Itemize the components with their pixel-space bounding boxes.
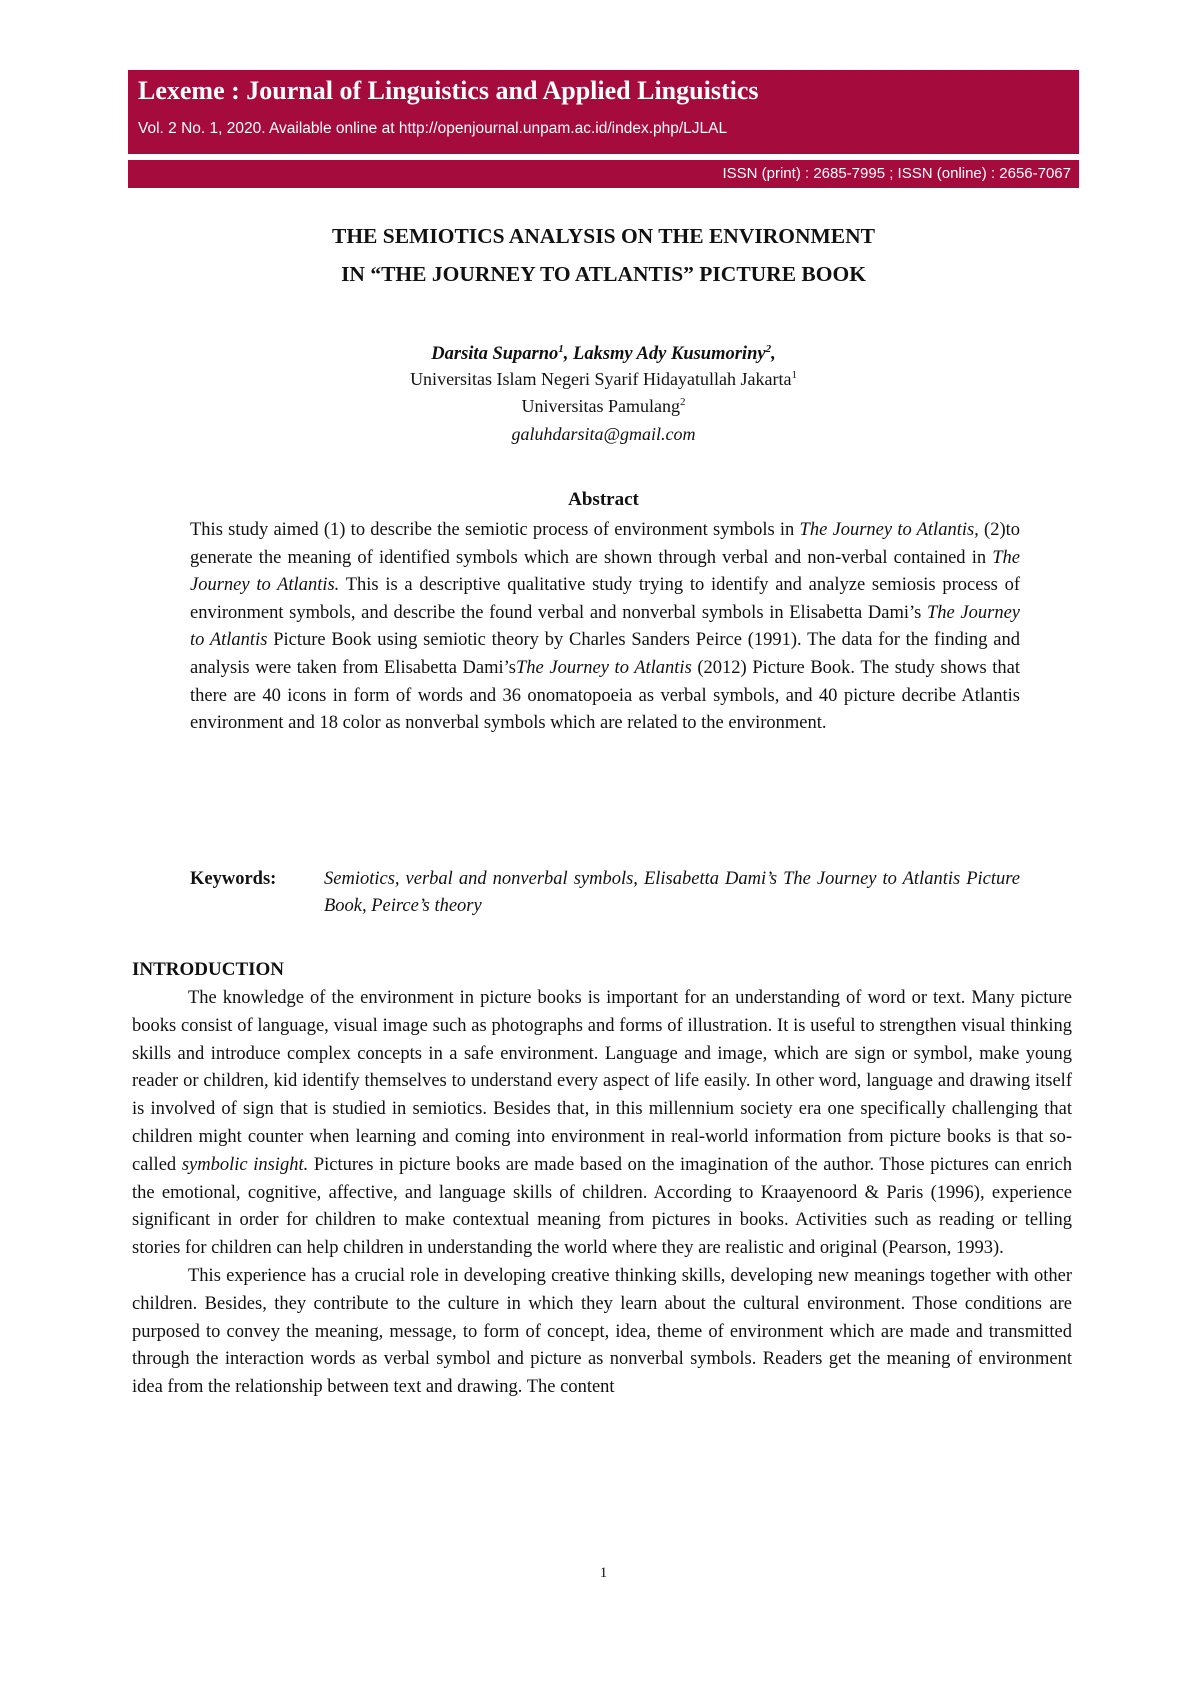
introduction-heading: INTRODUCTION — [132, 959, 285, 980]
introduction-paragraph-2: This experience has a crucial role in developing creative thinking skills, developing new meanings together with other children. Besides, they contribute to the culture in which they learn about the cultural environment. Those conditions are purposed to convey the meaning, message, to form of concept, idea, theme of environment which are made and transmitted through the interaction words as verbal symbol and picture as nonverbal symbols. Readers get the meaning of environment idea from the relationship between text and drawing. The content — [132, 1265, 1072, 1398]
abstract-italic-4: The Journey to Atlantis — [516, 657, 692, 678]
journal-volume-line: Vol. 2 No. 1, 2020. Available online at http://openjournal.unpam.ac.id/index.php/LJLAL — [138, 120, 728, 137]
affiliation-2-mark: 2 — [679, 396, 686, 408]
abstract-heading: Abstract — [568, 489, 639, 510]
introduction-body — [132, 985, 1072, 1402]
journal-masthead — [128, 70, 1079, 154]
intro-p1-text-a: The knowledge of the environment in picture books is important for an understanding of word or text. Many picture books consist of language, visual image such as photographs and forms of illustration. It is useful to strengthen visual thinking skills and introduce complex concepts in a safe environment. Language and image, which are sign or symbol, make young reader or children, kid identify themselves to understand every aspect of life easily. In other word, language and drawing itself is involved of sign that is studied in semiotics. Besides that, in this millennium society era one specifically challenging that children might counter when learning and coming into environment in real-world information from picture books is that so-called — [132, 988, 1072, 1175]
keywords-block — [190, 866, 1020, 920]
author-1-mark: 1 — [558, 343, 564, 355]
affiliation-1 — [128, 369, 1079, 390]
abstract-italic-1: The Journey to Atlantis, — [799, 520, 979, 540]
abstract-text-1: This study aimed (1) to describe the semiotic process of environment symbols in — [190, 520, 800, 540]
affiliation-2 — [128, 396, 1079, 417]
author-2: Laksmy Ady Kusumoriny — [573, 344, 766, 365]
page-number: 1 — [599, 1565, 608, 1581]
keywords-text: Semiotics, verbal and nonverbal symbols, Elisabetta Dami’s The Journey to Atlantis Picture Book, Peirce’s theory — [324, 869, 1020, 916]
introduction-paragraph-1 — [132, 985, 1072, 1263]
abstract-text-4: Picture Book using semiotic theory by Charles Sanders Peirce (1991). The data for the finding and analysis were taken from Elisabetta Dami’s — [190, 630, 1020, 678]
abstract-italic-3: The Journey to Atlantis — [190, 602, 1020, 651]
abstract-body — [190, 517, 1020, 738]
intro-p1-text-b: Pictures in picture books are made based on the imagination of the author. Those pictures can enrich the emotional, cognitive, affective, and language skills of children. According to Kraayenoord & Paris (1996), experience significant in order for children to make contextual meaning from pictures in books. Activities such as reading or telling stories for children can help children in understanding the world where they are realistic and original (Pearson, 1993). — [132, 1154, 1072, 1259]
abstract-text-3: This is a descriptive qualitative study trying to identify and analyze semiosis process of environment symbols, and describe the found verbal and nonverbal symbols in Elisabetta Dami’s — [190, 575, 1020, 623]
keywords-label: Keywords: — [190, 869, 277, 889]
author-list-end: , — [771, 344, 776, 365]
author-list — [128, 343, 1079, 365]
intro-p1-italic: symbolic insight. — [181, 1154, 309, 1175]
affiliation-2-name: Universitas Pamulang — [521, 396, 680, 416]
abstract-text-2: (2)to generate the meaning of identified symbols which are shown through verbal and non-verbal contained in — [190, 520, 1020, 568]
abstract-italic-2: The Journey to Atlantis. — [190, 547, 1020, 596]
issn-bar — [128, 160, 1079, 188]
paper-title-line-2: IN “THE JOURNEY TO ATLANTIS” PICTURE BOOK — [341, 262, 866, 286]
author-separator: , — [563, 344, 574, 365]
affiliation-1-mark: 1 — [791, 369, 797, 381]
issn-text: ISSN (print) : 2685-7995 ; ISSN (online) : 2656-7067 — [722, 165, 1071, 182]
affiliation-1-name: Universitas Islam Negeri Syarif Hidayatullah Jakarta — [410, 369, 792, 389]
paper-title-line-1: THE SEMIOTICS ANALYSIS ON THE ENVIRONMENT — [331, 224, 876, 248]
abstract-text-5: (2012) Picture Book. The study shows that there are 40 icons in form of words and 36 onomatopoeia as verbal symbols, and 40 picture decribe Atlantis environment and 18 color as nonverbal symbols which are related to the environment. — [190, 657, 1020, 734]
author-2-mark: 2 — [765, 343, 772, 355]
author-email: galuhdarsita@gmail.com — [511, 424, 696, 444]
author-1: Darsita Suparno — [431, 344, 559, 365]
journal-title: Lexeme : Journal of Linguistics and Applied Linguistics — [138, 76, 759, 105]
